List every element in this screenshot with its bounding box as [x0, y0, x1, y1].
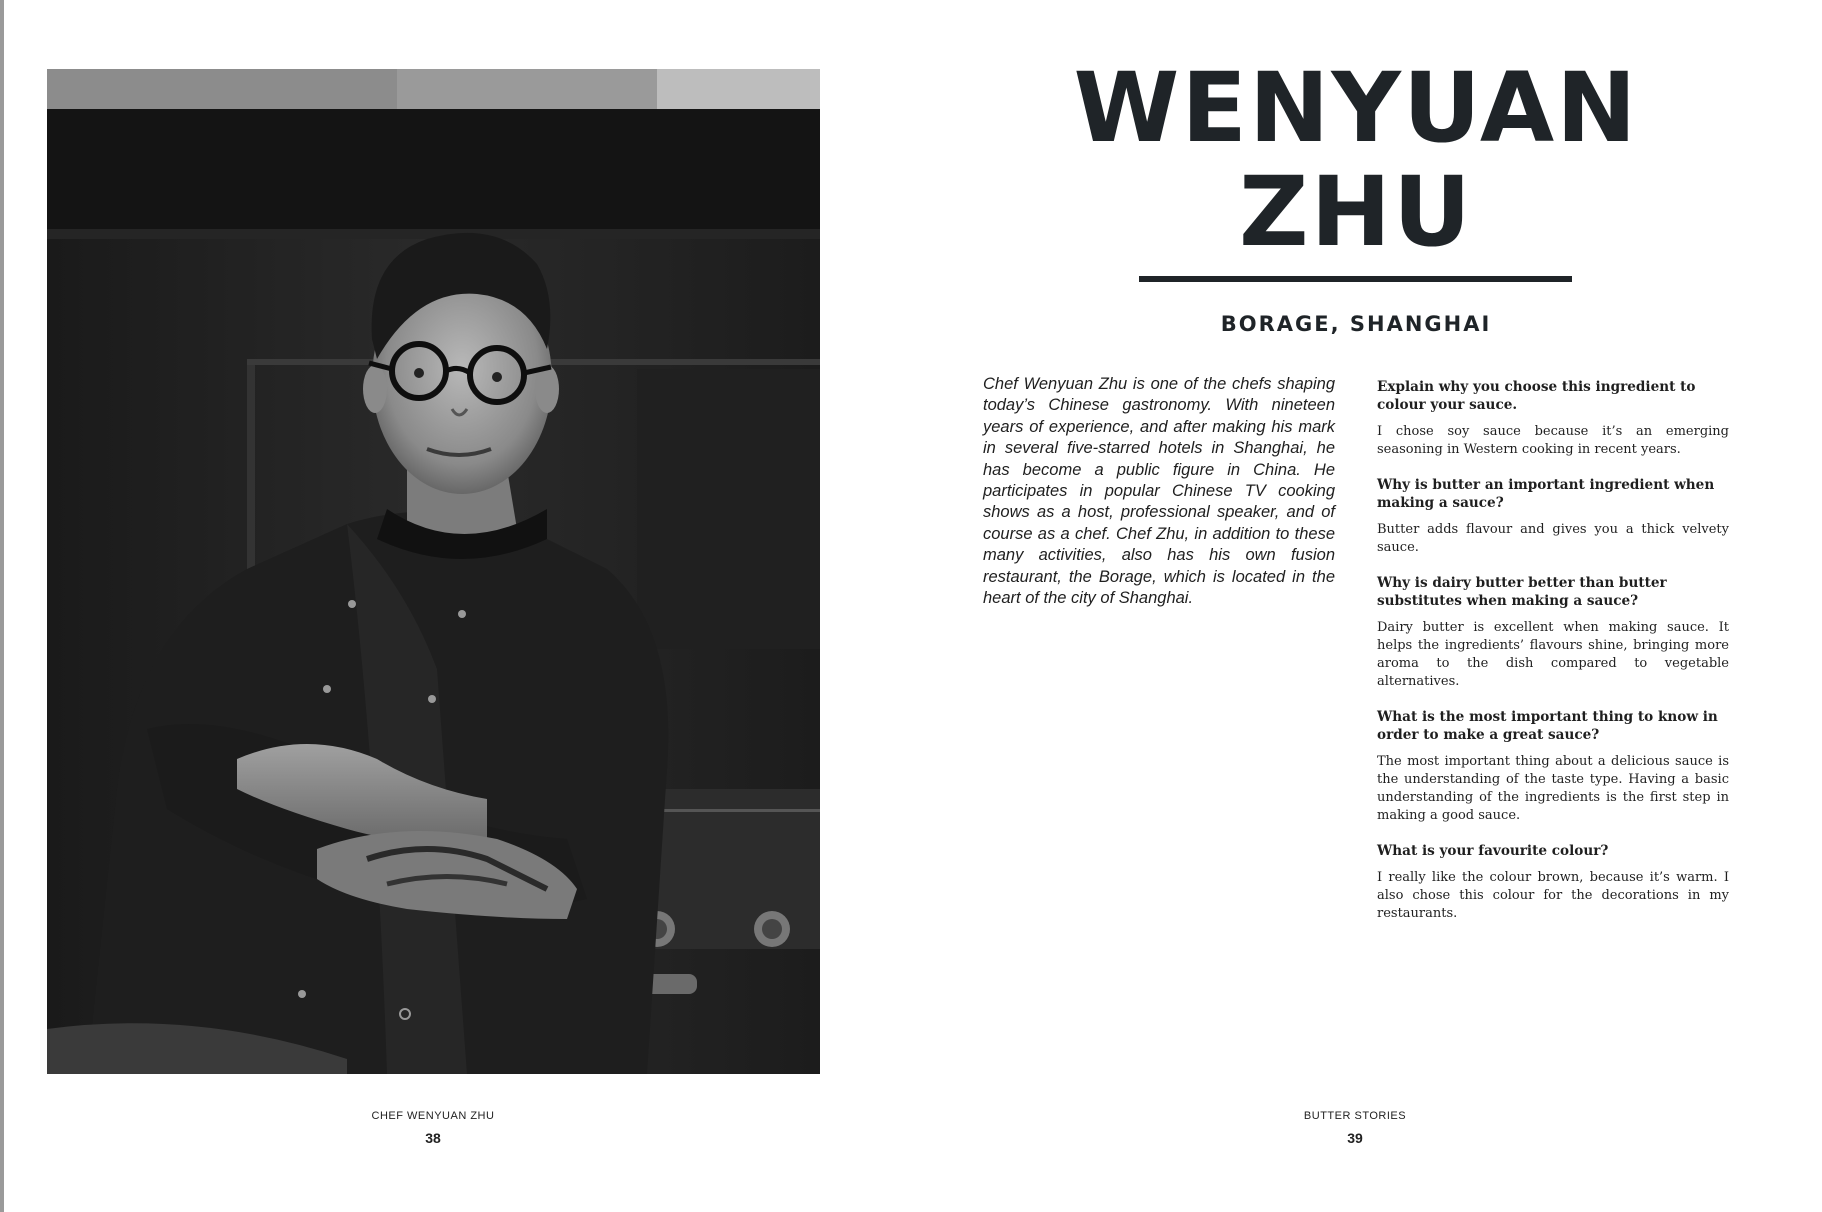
qa-item — [1377, 708, 1729, 825]
qa-question: Explain why you choose this ingredient to colour your sauce. — [1377, 379, 1696, 413]
qa-item — [1377, 574, 1729, 691]
qa-item — [1377, 378, 1729, 459]
qa-answer: Dairy butter is excellent when making sauce. It helps the ingredients’ flavours shine, bringing more aroma to the dish compared to vegetable alternatives. — [1377, 620, 1729, 689]
qa-question: Why is butter an important ingredient when making a sauce? — [1377, 477, 1715, 511]
interview-qa — [1377, 378, 1729, 940]
title-line-2: ZHU — [1239, 156, 1473, 268]
qa-question: What is your favourite colour? — [1377, 843, 1609, 859]
right-footer-label: BUTTER STORIES — [1303, 1110, 1407, 1122]
left-page-footer — [283, 1110, 583, 1146]
left-footer-label: CHEF WENYUAN ZHU — [371, 1110, 495, 1122]
right-page-footer — [1205, 1110, 1505, 1146]
qa-question: Why is dairy butter better than butter substitutes when making a sauce? — [1377, 575, 1667, 609]
page-edge — [0, 0, 4, 1212]
qa-answer: Butter adds flavour and gives you a thick velvety sauce. — [1377, 522, 1729, 555]
chef-portrait-photo — [47, 69, 820, 1074]
title-line-1: WENYUAN — [1073, 52, 1639, 164]
chef-name-title — [1000, 52, 1712, 268]
right-page-number: 39 — [1347, 1130, 1363, 1146]
qa-answer: I really like the colour brown, because it’s warm. I also chose this colour for the decorations in my restaurants. — [1377, 870, 1729, 921]
qa-answer: The most important thing about a delicious sauce is the understanding of the taste type. Having a basic understanding of the ingredients is the first step in making a good sauce. — [1377, 754, 1729, 823]
qa-item — [1377, 476, 1729, 557]
qa-question: What is the most important thing to know in order to make a great sauce? — [1377, 709, 1718, 743]
title-underline — [1139, 276, 1572, 282]
qa-answer: I chose soy sauce because it’s an emerging seasoning in Western cooking in recent years. — [1377, 424, 1729, 457]
left-page-number: 38 — [425, 1130, 441, 1146]
intro-paragraph: Chef Wenyuan Zhu is one of the chefs shaping today’s Chinese gastronomy. With nineteen years of experience, and after making his mark in several five-starred hotels in Shanghai, he has become a public figure in China. He participates in popular Chinese TV cooking shows as a host, professional speaker, and of course as a chef. Chef Zhu, in addition to these many activities, also has his own fusion restaurant, the Borage, which is located in the heart of the city of Shanghai. — [983, 375, 1335, 608]
restaurant-location: BORAGE, SHANGHAI — [1220, 312, 1492, 336]
portrait-illustration — [47, 69, 820, 1074]
qa-item — [1377, 842, 1729, 923]
